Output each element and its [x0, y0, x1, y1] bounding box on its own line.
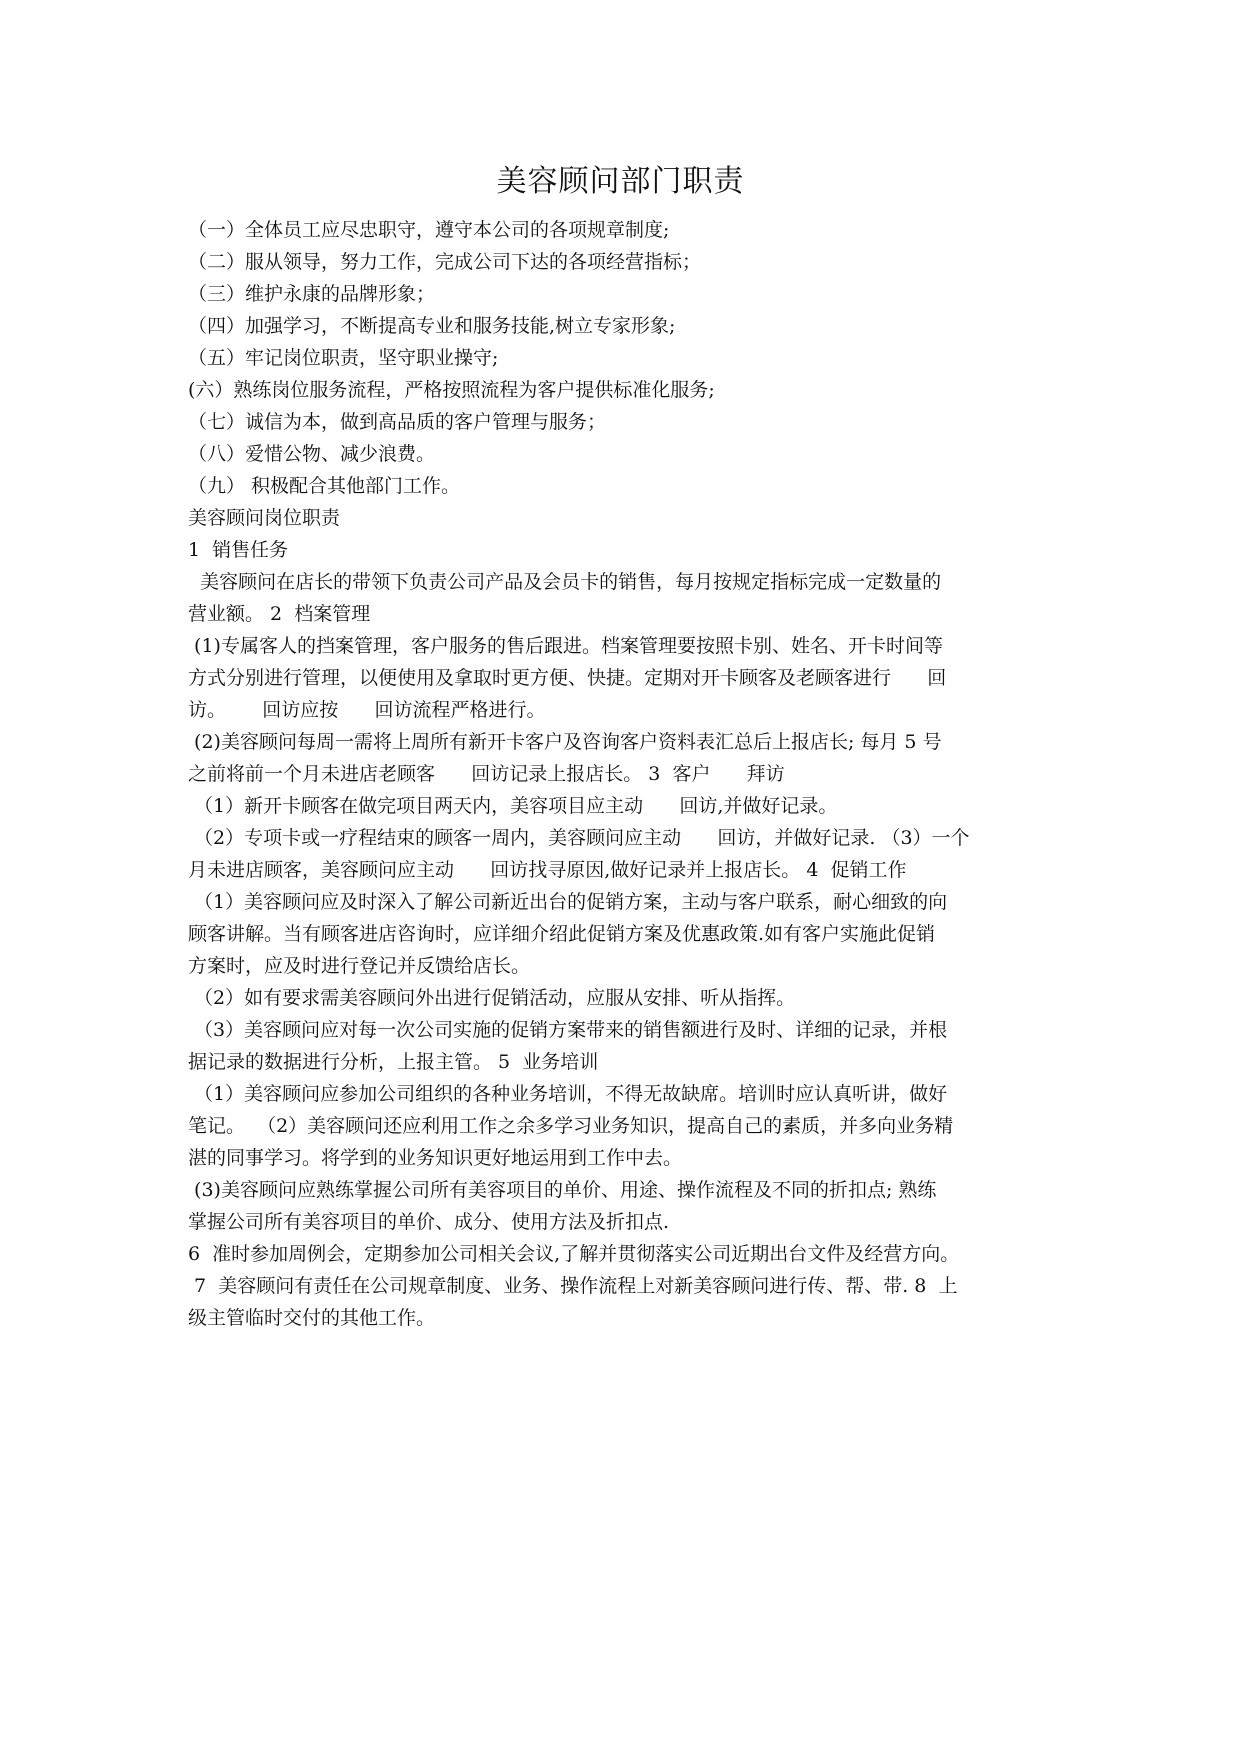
- text-line: （1）新开卡顾客在做完项目两天内，美容项目应主动 回访,并做好记录。: [188, 795, 838, 817]
- subsection-heading: 1 销售任务: [188, 539, 289, 561]
- text-line: （2）专项卡或一疗程结束的顾客一周内，美容顾问应主动 回访，并做好记录. （3）一个: [188, 827, 970, 849]
- text-line: （八）爱惜公物、减少浪费。: [188, 443, 436, 465]
- text-line: （五）牢记岗位职责，坚守职业操守;: [188, 347, 499, 369]
- text-line: 美容顾问在店长的带领下负责公司产品及会员卡的销售，每月按规定指标完成一定数量的: [188, 571, 942, 593]
- text-line: (1)专属客人的挡案管理，客户服务的售后跟进。档案管理要按照卡别、姓名、开卡时间等: [188, 635, 943, 657]
- text-line: (六）熟练岗位服务流程，严格按照流程为客户提供标准化服务;: [188, 379, 715, 401]
- text-line: 据记录的数据进行分析，上报主管。 5 业务培训: [188, 1051, 599, 1073]
- text-line: （九） 积极配合其他部门工作。: [188, 475, 461, 497]
- text-line: 访。 回访应按 回访流程严格进行。: [188, 699, 546, 721]
- text-line: （七）诚信为本，做到高品质的客户管理与服务；: [188, 411, 607, 433]
- text-line: （1）美容顾问应参加公司组织的各种业务培训，不得无故缺席。培训时应认真听讲，做好: [188, 1083, 948, 1105]
- section-heading: 美容顾问岗位职责: [188, 507, 341, 529]
- text-line: （3）美容顾问应对每一次公司实施的促销方案带来的销售额进行及时、详细的记录，并根: [188, 1019, 948, 1041]
- document-body: [188, 214, 1060, 1334]
- document-title: 美容顾问部门职责: [496, 164, 745, 199]
- text-line: （四）加强学习，不断提高专业和服务技能,树立专家形象;: [188, 315, 676, 337]
- text-line: (2)美容顾问每周一需将上周所有新开卡客户及咨询客户资料表汇总后上报店长; 每月 5 号: [188, 731, 942, 753]
- text-line: 掌握公司所有美容项目的单价、成分、使用方法及折扣点.: [188, 1211, 670, 1233]
- text-line: 方式分别进行管理，以便使用及拿取时更方便、快捷。定期对开卡顾客及老顾客进行 回: [188, 667, 947, 689]
- text-line: 顾客讲解。当有顾客进店咨询时，应详细介绍此促销方案及优惠政策.如有客户实施此促销: [188, 923, 936, 945]
- text-line: (3)美容顾问应熟练掌握公司所有美容项目的单价、用途、操作流程及不同的折扣点; 熟练: [188, 1179, 937, 1201]
- text-line: 营业额。 2 档案管理: [188, 603, 371, 625]
- text-line: 湛的同事学习。将学到的业务知识更好地运用到工作中去。: [188, 1147, 683, 1169]
- text-line: （一）全体员工应尽忠职守，遵守本公司的各项规章制度;: [188, 219, 670, 241]
- text-line: 级主管临时交付的其他工作。: [188, 1307, 436, 1329]
- text-line: 笔记。 （2）美容顾问还应利用工作之余多学习业务知识，提高自己的素质，并多向业务精: [188, 1115, 954, 1137]
- text-line: 6 准时参加周例会，定期参加公司相关会议,了解并贯彻落实公司近期出台文件及经营方向。: [188, 1243, 960, 1265]
- text-line: （1）美容顾问应及时深入了解公司新近出台的促销方案，主动与客户联系，耐心细致的向: [188, 891, 948, 913]
- text-line: （二）服从领导，努力工作，完成公司下达的各项经营指标；: [188, 251, 702, 273]
- text-line: 月未进店顾客，美容顾问应主动 回访找寻原因,做好记录并上报店长。 4 促销工作: [188, 859, 907, 881]
- text-line: （三）维护永康的品牌形象；: [188, 283, 436, 305]
- text-line: 7 美容顾问有责任在公司规章制度、业务、操作流程上对新美容顾问进行传、帮、带. 8 上: [188, 1275, 958, 1297]
- text-line: （2）如有要求需美容顾问外出进行促销活动，应服从安排、听从指挥。: [188, 987, 796, 1009]
- text-line: 方案时，应及时进行登记并反馈给店长。: [188, 955, 531, 977]
- text-line: 之前将前一个月未进店老顾客 回访记录上报店长。 3 客户 拜访: [188, 763, 785, 785]
